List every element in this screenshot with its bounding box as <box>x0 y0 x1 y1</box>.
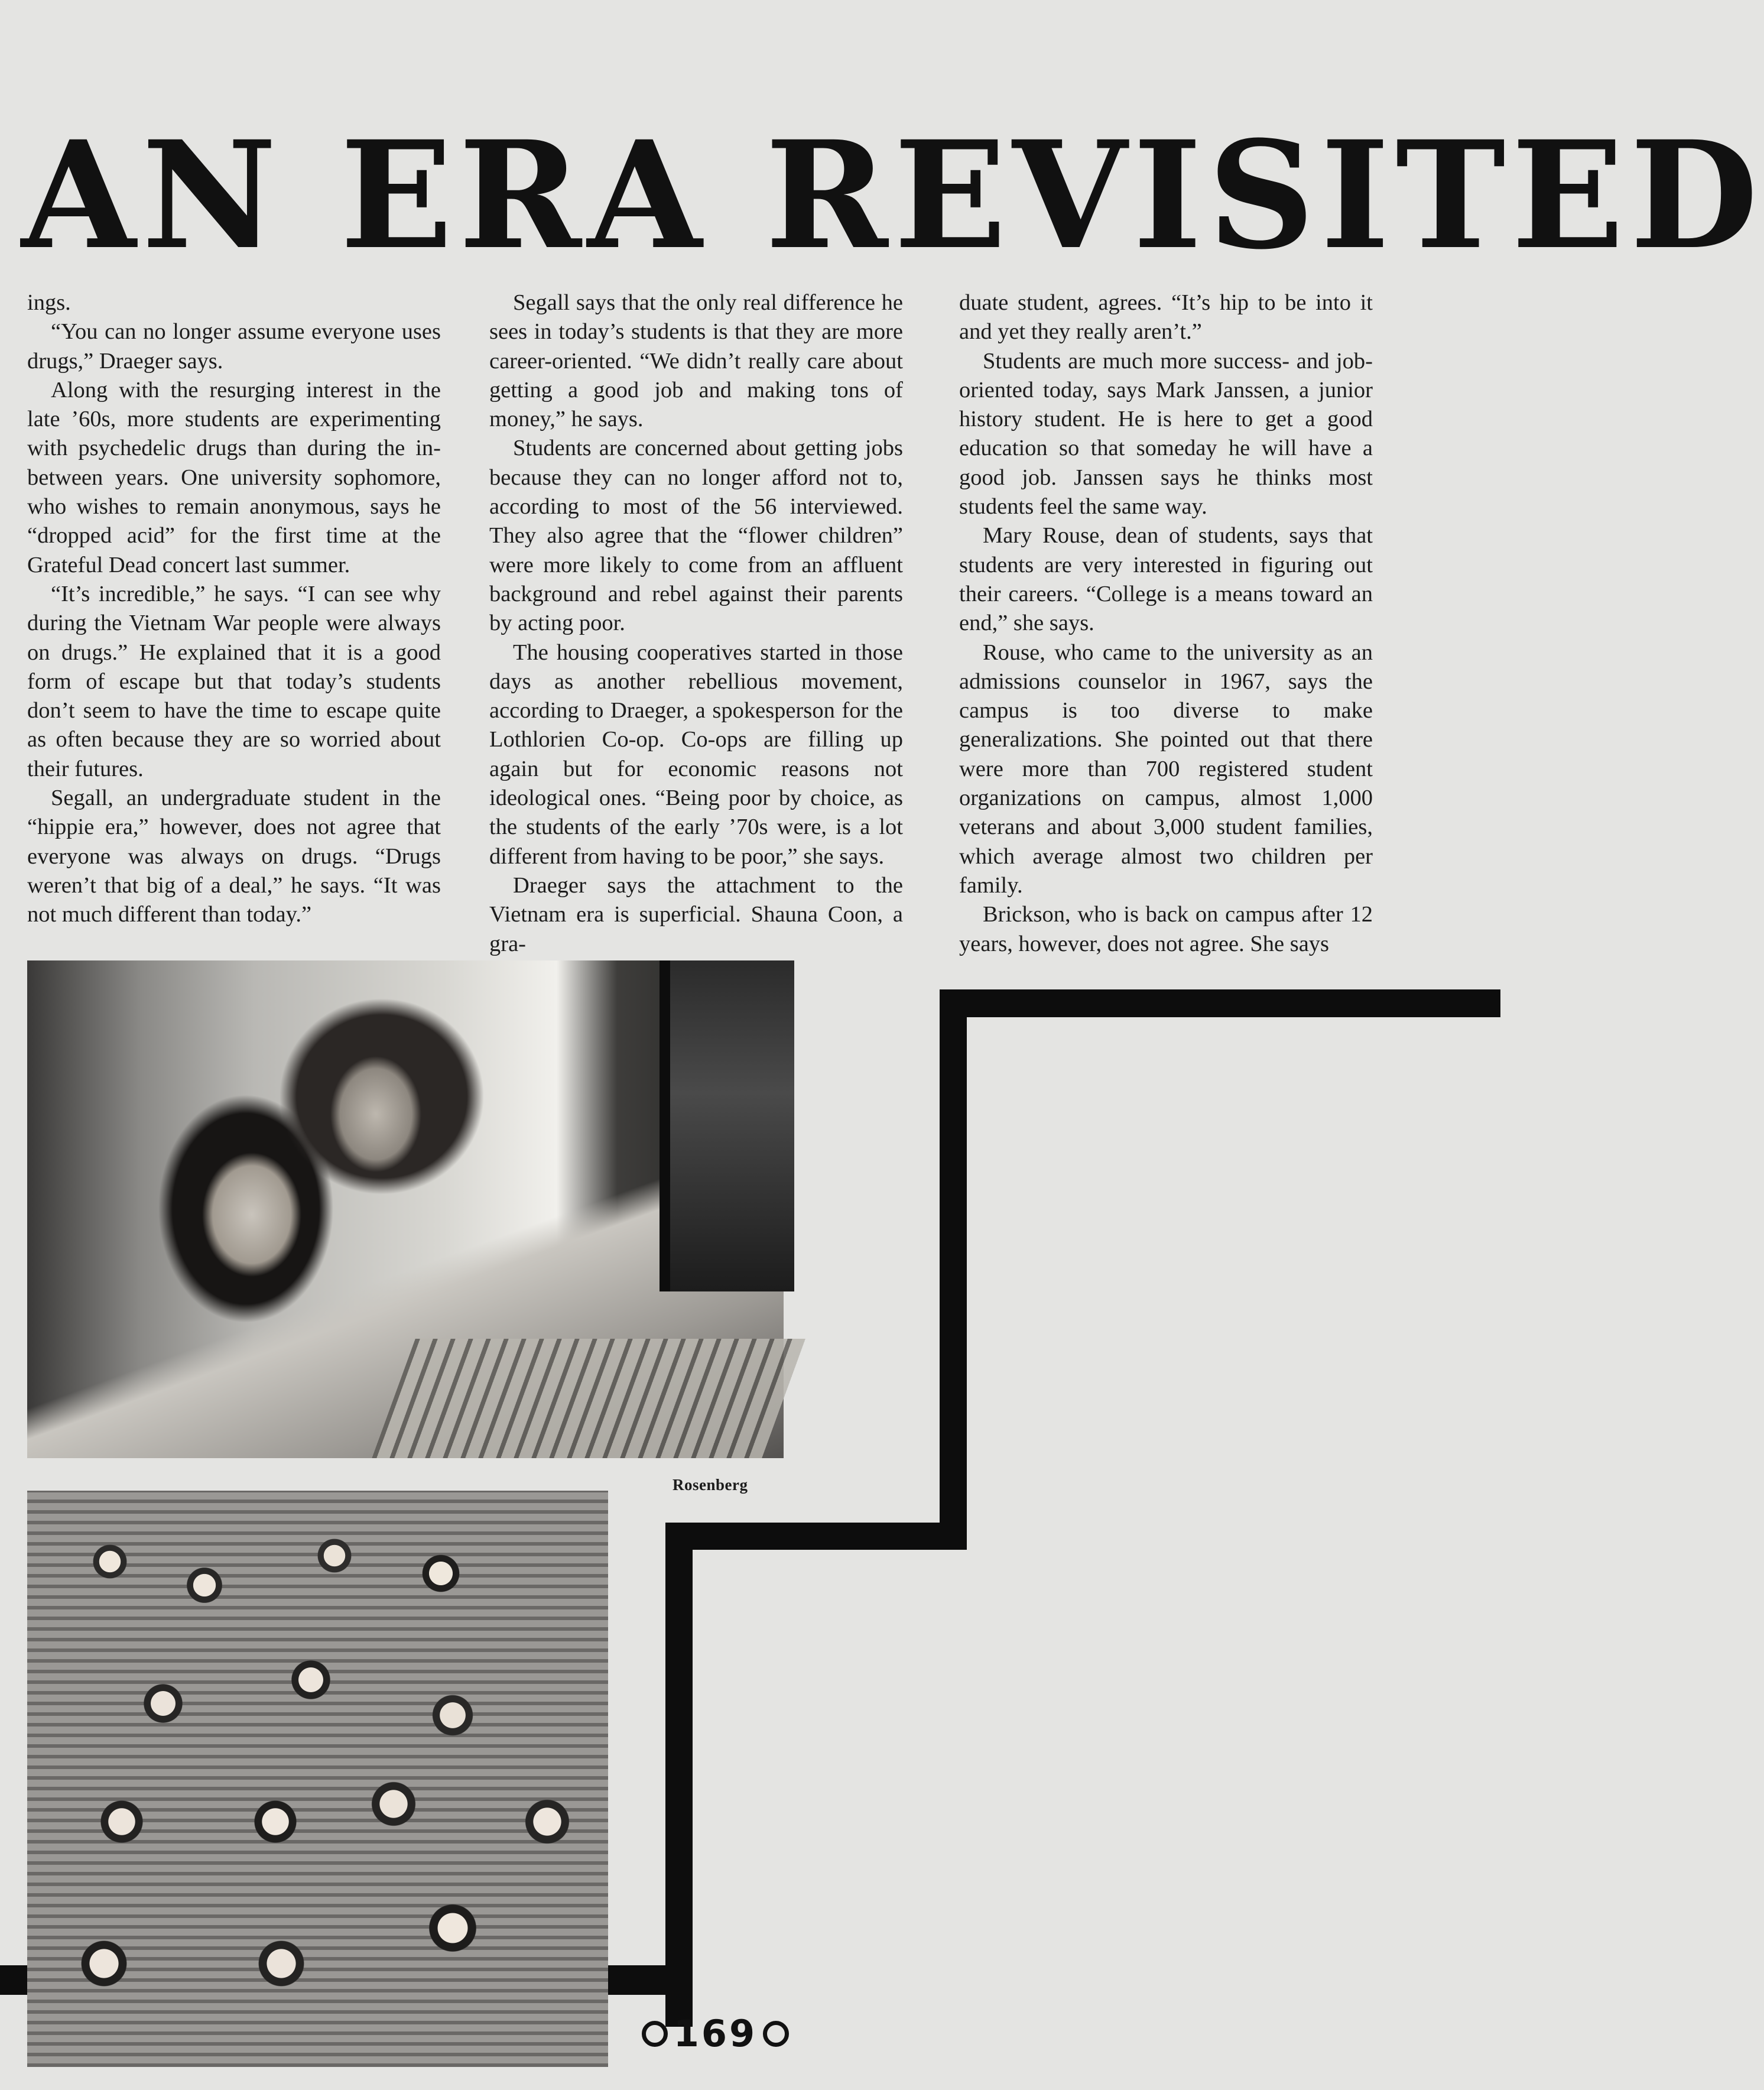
paragraph: “It’s incredible,” he says. “I can see why during the Vietnam War people were always on drugs.” He explained that it is a good form of escape but that today’s students don’t seem to have the time to escape quite as often because they are so worried about their futures. <box>27 581 441 781</box>
headline: AN ERA REVISITED <box>21 108 1764 282</box>
paragraph: “You can no longer assume everyone uses drugs,” Draeger says. <box>27 319 441 374</box>
paragraph: Segall says that the only real difference he sees in today’s students is that they are more career-oriented. “We didn’t really care about getting a good job and making tons of money,” he says. <box>489 290 903 432</box>
paragraph: Students are concerned about getting jobs because they can no longer afford not to, according to most of the 56 interviewed. They also agree that the “flower children” were more likely to come from an affluent background and rebel against their parents by acting poor. <box>489 436 903 636</box>
article-column-1 <box>27 288 441 930</box>
paragraph: Along with the resurging interest in the late ’60s, more students are experimenting with psychedelic drugs than during the in-between years. One university sophomore, who wishes to remain anonymous, says he “dropped acid” for the first time at the Grateful Dead concert last summer. <box>27 377 441 577</box>
ornament-right-icon <box>763 2021 789 2047</box>
photo-window-detail <box>660 960 794 1291</box>
page-number <box>632 2014 799 2053</box>
photo-console-detail <box>372 1339 805 1458</box>
article-column-2 <box>489 288 903 959</box>
ornament-left-icon <box>642 2021 668 2047</box>
paragraph: ings. <box>27 290 71 315</box>
article-column-3 <box>959 288 1373 959</box>
photo-group-in-store <box>27 1491 608 2067</box>
paragraph: Brickson, who is back on campus after 12 years, however, does not agree. She says <box>959 902 1373 956</box>
photo-students-at-console <box>27 960 784 1458</box>
page-number-text: 169 <box>673 2012 758 2055</box>
paragraph: Segall, an undergraduate student in the “hippie era,” however, does not agree that everyone was always on drugs. “Drugs weren’t that big of a deal,” he says. “It was not much different than today.” <box>27 786 441 927</box>
paragraph: Draeger says the attachment to the Vietnam era is superficial. Shauna Coon, a gra- <box>489 872 903 956</box>
paragraph: The housing cooperatives started in those days as another rebellious movement, according to Draeger, a spokesperson for the Lothlorien Co-op. Co-ops are filling up again but for economic reasons not ideological ones. “Being poor by choice, as the students of the early ’70s were, is a lot different from having to be poor,” she says. <box>489 640 903 869</box>
paragraph: Rouse, who came to the university as an admissions counselor in 1967, says the campus is too diverse to make generalizations. She pointed out that there were more than 700 registered student organizations on campus, almost 1,000 veterans and about 3,000 student families, which average almost two children per family. <box>959 640 1373 898</box>
paragraph: duate student, agrees. “It’s hip to be into it and yet they really aren’t.” <box>959 290 1373 345</box>
photo-credit: Rosenberg <box>673 1476 748 1494</box>
paragraph: Mary Rouse, dean of students, says that students are very interested in figuring out their careers. “College is a means toward an end,” she says. <box>959 523 1373 636</box>
paragraph: Students are much more success- and job-oriented today, says Mark Janssen, a junior history student. He is here to get a good education so that someday he will have a good job. Janssen says he thinks most students feel the same way. <box>959 348 1373 520</box>
